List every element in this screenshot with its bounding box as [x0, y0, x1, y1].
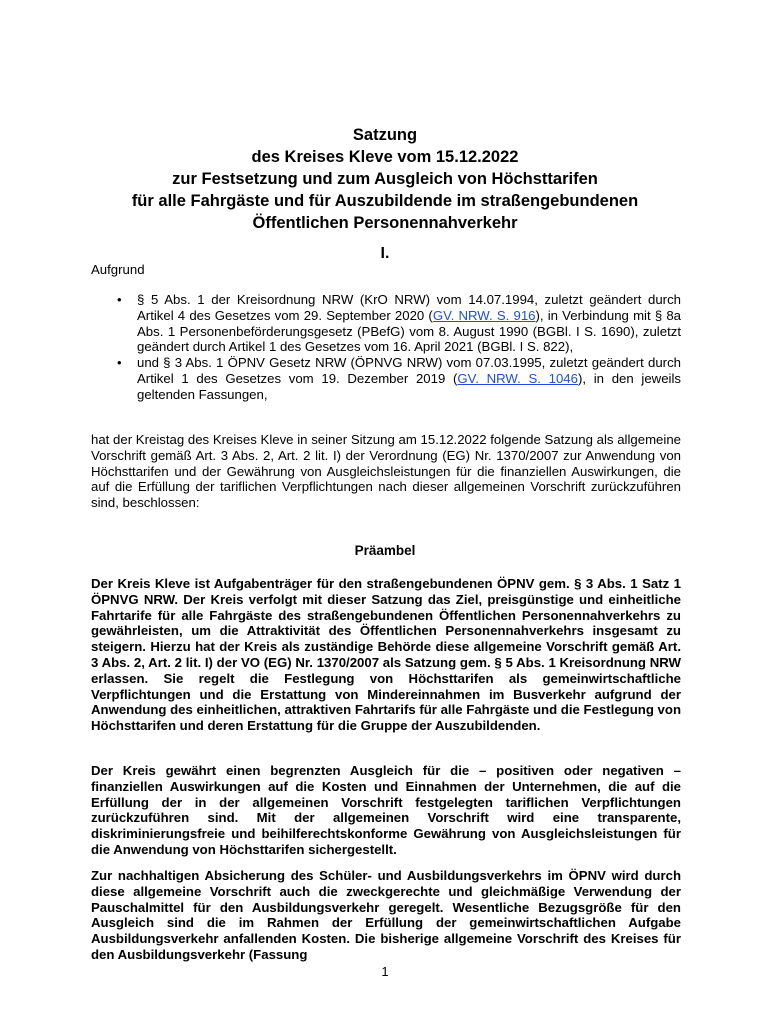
list-item-text-after: ), in den jeweils geltenden Fassungen, — [137, 370, 681, 402]
link-gv-nrw-1046[interactable]: GV. NRW. S. 1046 — [457, 370, 578, 386]
bullet-icon: • — [117, 355, 122, 371]
title-line-5: Öffentlichen Personennahverkehr — [252, 214, 518, 232]
aufgrund-label: Aufgrund — [91, 262, 145, 277]
list-item — [91, 292, 681, 355]
list-item-text — [137, 355, 681, 402]
bullet-icon: • — [117, 292, 122, 307]
list-item-text — [137, 292, 681, 355]
title-line-1: Satzung — [352, 126, 418, 144]
section-number: I. — [380, 245, 390, 262]
preamble-paragraph-3: Zur nachhaltigen Absicherung des Schüler- und Ausbildungsverkehrs im ÖPNV wird durch diese allgemeine Vorschrift auch die zweckgerechte und gleichmäßige Verwendung der Pauschalmittel für den Ausbildungsverkehr geregelt. Wesentliche Bezugsgröße für den Ausgleich sind die im Rahmen der Erfüllung der gemeinwirtschaftlichen Aufgabe Ausbildungsverkehr anfallenden Kosten. Die bisherige allgemeine Vorschrift des Kreises für den Ausbildungsverkehr (Fassung — [91, 868, 681, 962]
list-item-text-before: § 5 Abs. 1 der Kreisordnung NRW (KrO NRW) vom 14.07.1994, zuletzt geändert durch Artikel 4 des Gesetzes vom 29. September 2020 ( — [137, 292, 681, 323]
title-line-3: zur Festsetzung und zum Ausgleich von Höchsttarifen — [172, 170, 598, 188]
list-item-text-after: ), in Verbindung mit § 8a Abs. 1 Personenbeförderungsgesetz (PBefG) vom 8. August 1990 (BGBl. I S. 1690), zuletzt geändert durch Artikel 1 des Gesetzes vom 16. April 2021 (BGBl. I S. 822), — [137, 307, 681, 355]
preamble-heading: Präambel — [354, 543, 416, 558]
preamble-paragraph-1: Der Kreis Kleve ist Aufgabenträger für den straßengebundenen ÖPNV gem. § 3 Abs. 1 Satz 1 ÖPNVG NRW. Der Kreis verfolgt mit dieser Satzung das Ziel, preisgünstige und einheitliche Fahrtarife für alle Fahrgäste des straßengebundenen Öffentlichen Personennahverkehrs zu gewährleisten, um die Attraktivität des Öffentlichen Personennahverkehrs insgesamt zu steigern. Hierzu hat der Kreis als zuständige Behörde diese allgemeine Vorschrift gemäß Art. 3 Abs. 2, Art. 2 lit. I) der VO (EG) Nr. 1370/2007 als Satzung gem. § 5 Abs. 1 Kreisordnung NRW erlassen. Sie regelt die Festlegung von Höchsttarifen als gemeinwirtschaftliche Verpflichtungen und die Erstattung von Mindereinnahmen im Busverkehr aufgrund der Anwendung des einheitlichen, attraktiven Fahrtarifs für alle Fahrgäste und die Festlegung von Höchsttarifen und deren Erstattung für die Gruppe der Auszubildenden. — [91, 576, 681, 734]
list-item — [91, 355, 681, 402]
intro-paragraph: hat der Kreistag des Kreises Kleve in seiner Sitzung am 15.12.2022 folgende Satzung als allgemeine Vorschrift gemäß Art. 3 Abs. 2, Art. 2 lit. I) der Verordnung (EG) Nr. 1370/2007 zur Anwendung von Höchsttarifen und der Gewährung von Ausgleichsleistungen für die finanziellen Auswirkungen, die auf die Erfüllung der tariflichen Verpflichtungen nach dieser allgemeinen Vorschrift zurückzuführen sind, beschlossen: — [91, 432, 681, 511]
document-title — [60, 124, 710, 234]
title-line-2: des Kreises Kleve vom 15.12.2022 — [251, 148, 519, 166]
legal-basis-list — [91, 292, 681, 403]
list-item-text-before: und § 3 Abs. 1 ÖPNV Gesetz NRW (ÖPNVG NRW) vom 07.03.1995, zuletzt geändert durch Artikel 1 des Gesetzes vom 19. Dezember 2019 ( — [137, 355, 681, 386]
title-line-4: für alle Fahrgäste und für Auszubildende im straßengebundenen — [131, 192, 639, 210]
preamble-paragraph-2: Der Kreis gewährt einen begrenzten Ausgleich für die – positiven oder negativen – finanziellen Auswirkungen auf die Kosten und Einnahmen der Unternehmen, die auf die Erfüllung der in der allgemeinen Vorschrift festgelegten tariflichen Verpflichtungen zurückzuführen sind. Mit der allgemeinen Vorschrift wird eine transparente, diskriminierungsfreie und beihilferechtskonforme Gewährung von Ausgleichsleistungen für die Anwendung von Höchsttarifen sichergestellt. — [91, 763, 681, 857]
page-number: 1 — [381, 964, 389, 979]
link-gv-nrw-916[interactable]: GV. NRW. S. 916 — [432, 307, 536, 323]
